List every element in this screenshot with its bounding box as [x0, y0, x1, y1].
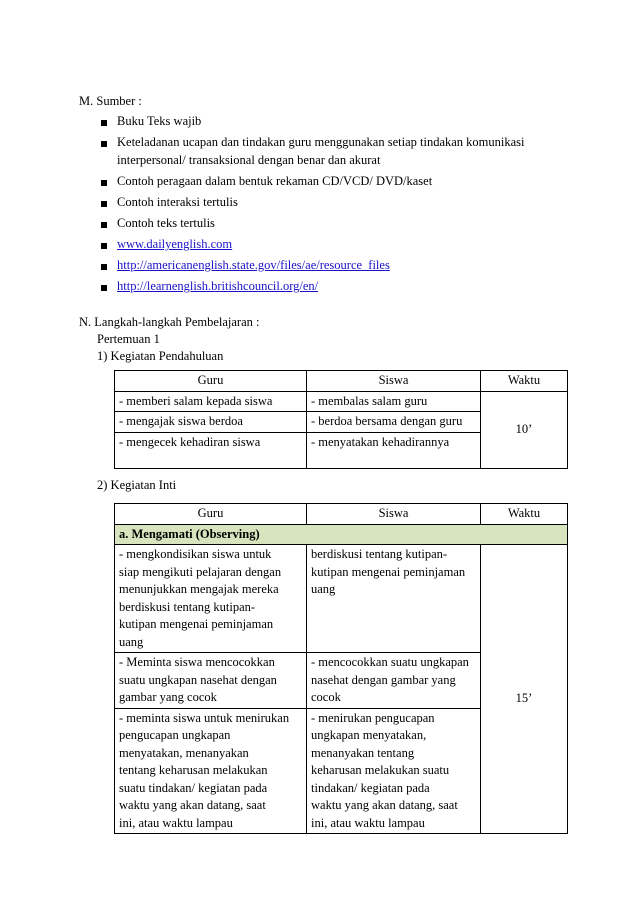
table-cell: - mencocokkan suatu ungkapan nasehat dengan gambar yang cocok [307, 653, 481, 709]
table-header: Siswa [307, 504, 481, 525]
source-link[interactable]: http://learnenglish.britishcouncil.org/en/ [117, 279, 319, 293]
bullet-icon [101, 141, 107, 147]
bullet-icon [101, 201, 107, 207]
source-link[interactable]: http://americanenglish.state.gov/files/ae/resource_files [117, 258, 390, 272]
waktu-cell: 10’ [481, 391, 568, 468]
bullet-icon [101, 243, 107, 249]
table-cell: - mengkondisikan siswa untuk siap mengikuti pelajaran dengan menunjukkan mengajak mereka berdiskusi tentang kutipan- kutipan mengenai peminjaman uang [115, 545, 307, 653]
table-cell: - Meminta siswa mencocokkan suatu ungkapan nasehat dengan gambar yang cocok [115, 653, 307, 709]
table-inti [114, 503, 568, 834]
source-item: Buku Teks wajib [117, 114, 202, 128]
bullet-icon [101, 180, 107, 186]
table-cell: - meminta siswa untuk menirukan pengucapan ungkapan menyatakan, menanyakan tentang keharusan melakukan suatu tindakan/ kegiatan pada waktu yang akan datang, saat ini, atau waktu lampau [115, 708, 307, 834]
source-link[interactable]: www.dailyenglish.com [117, 237, 233, 251]
table-header: Waktu [481, 504, 568, 525]
table-cell: - berdoa bersama dengan guru [307, 412, 481, 433]
table-header: Guru [115, 504, 307, 525]
table-pendahuluan [114, 370, 568, 469]
bullet-icon [101, 285, 107, 291]
table-cell: - mengajak siswa berdoa [115, 412, 307, 433]
subsection-pendahuluan: 1) Kegiatan Pendahuluan [97, 349, 224, 363]
table-cell: - memberi salam kepada siswa [115, 391, 307, 412]
source-item: Keteladanan ucapan dan tindakan guru menggunakan setiap tindakan komunikasi [117, 135, 525, 149]
section-n-label: N. Langkah-langkah Pembelajaran : [79, 315, 260, 329]
source-item: Contoh interaksi tertulis [117, 195, 238, 209]
table-header: Guru [115, 371, 307, 392]
bullet-icon [101, 222, 107, 228]
source-item-continuation: interpersonal/ transaksional dengan benar dan akurat [117, 153, 381, 167]
table-header: Siswa [307, 371, 481, 392]
source-item: Contoh peragaan dalam bentuk rekaman CD/VCD/ DVD/kaset [117, 174, 433, 188]
bullet-icon [101, 264, 107, 270]
pertemuan-label: Pertemuan 1 [97, 332, 160, 346]
subsection-inti: 2) Kegiatan Inti [97, 478, 177, 492]
table-cell: - menirukan pengucapan ungkapan menyatakan, menanyakan tentang keharusan melakukan suatu tindakan/ kegiatan pada waktu yang akan datang, saat ini, atau waktu lampau [307, 708, 481, 834]
source-item: Contoh teks tertulis [117, 216, 215, 230]
section-row-mengamati: a. Mengamati (Observing) [115, 524, 568, 545]
table-cell: - mengecek kehadiran siswa [115, 432, 307, 468]
waktu-cell: 15’ [481, 545, 568, 834]
section-m-label: M. Sumber : [79, 94, 142, 108]
table-cell: - membalas salam guru [307, 391, 481, 412]
table-cell: - menyatakan kehadirannya [307, 432, 481, 468]
bullet-icon [101, 120, 107, 126]
table-header: Waktu [481, 371, 568, 392]
table-cell: berdiskusi tentang kutipan- kutipan mengenai peminjaman uang [307, 545, 481, 653]
